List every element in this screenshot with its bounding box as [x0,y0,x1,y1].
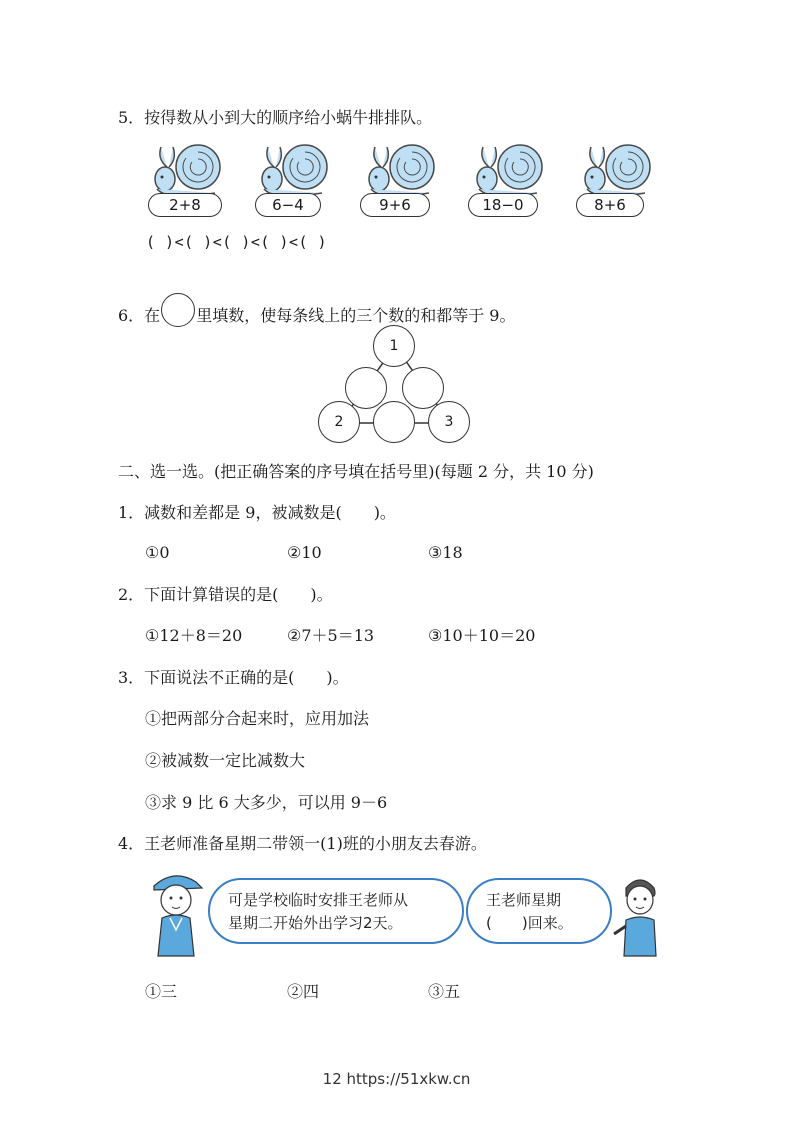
speech-bubble-left [208,878,464,944]
node-bottom-right: 3 [428,401,470,443]
q5-answer-row[interactable]: ( )<( )<( )<( )<( ) [146,233,328,251]
s2-q4-option-3[interactable]: ③五 [428,982,461,1001]
s2-q4-option-1[interactable]: ①三 [145,982,178,1001]
s2-q2-option-1[interactable]: ①12＋8＝20 [145,626,243,645]
s2-q1-option-2[interactable]: ②10 [287,543,322,562]
q5-title: 5．按得数从小到大的顺序给小蜗牛排排队。 [118,108,433,127]
s2-q4-option-2[interactable]: ②四 [287,982,320,1001]
s2-q3-option-2[interactable]: ②被减数一定比减数大 [145,751,306,770]
s2-q2-option-2[interactable]: ②7＋5＝13 [287,626,375,645]
q6-prefix: 6．在 [118,306,161,325]
bubble-left-line-2: 星期二开始外出学习2天。 [228,914,403,932]
node-blank-left[interactable] [345,367,387,409]
node-bottom-left: 2 [318,401,360,443]
boy-with-cap-icon [148,868,206,958]
boy-pointing-icon [612,872,668,958]
bubble-right-line-1: 王老师星期 [486,891,562,909]
page-footer: 12 https://51xkw.cn [322,1070,471,1088]
node-blank-bottom[interactable] [373,401,415,443]
s2-q1-option-1[interactable]: ①0 [145,543,170,562]
speech-bubble-right [466,878,612,944]
s2-q4-text: 4．王老师准备星期二带领一(1)班的小朋友去春游。 [118,834,487,853]
s2-q3-option-1[interactable]: ①把两部分合起来时，应用加法 [145,709,370,728]
s2-q1-option-3[interactable]: ③18 [428,543,463,562]
q6-suffix: 里填数，使每条线上的三个数的和都等于 9。 [196,306,516,325]
snail-expression: 6−4 [255,193,321,217]
section2-title: 二、选一选。(把正确答案的序号填在括号里)(每题 2 分，共 10 分) [118,462,594,481]
s2-q1-text: 1．减数和差都是 9，被减数是( )。 [118,503,396,522]
node-top: 1 [373,325,415,367]
snail-expression: 2+8 [148,193,222,217]
blank-circle-icon [161,293,195,327]
snail-expression: 9+6 [360,193,430,217]
s2-q2-text: 2．下面计算错误的是( )。 [118,585,333,604]
snail-expression: 18−0 [468,193,538,217]
bubble-left-line-1: 可是学校临时安排王老师从 [228,891,409,909]
s2-q2-option-3[interactable]: ③10＋10＝20 [428,626,536,645]
s2-q3-text: 3．下面说法不正确的是( )。 [118,668,349,687]
snail-expression: 8+6 [576,193,644,217]
s2-q3-option-3[interactable]: ③求 9 比 6 大多少，可以用 9－6 [145,793,388,812]
bubble-right-line-2[interactable]: ( )回来。 [486,914,573,932]
node-blank-right[interactable] [402,367,444,409]
